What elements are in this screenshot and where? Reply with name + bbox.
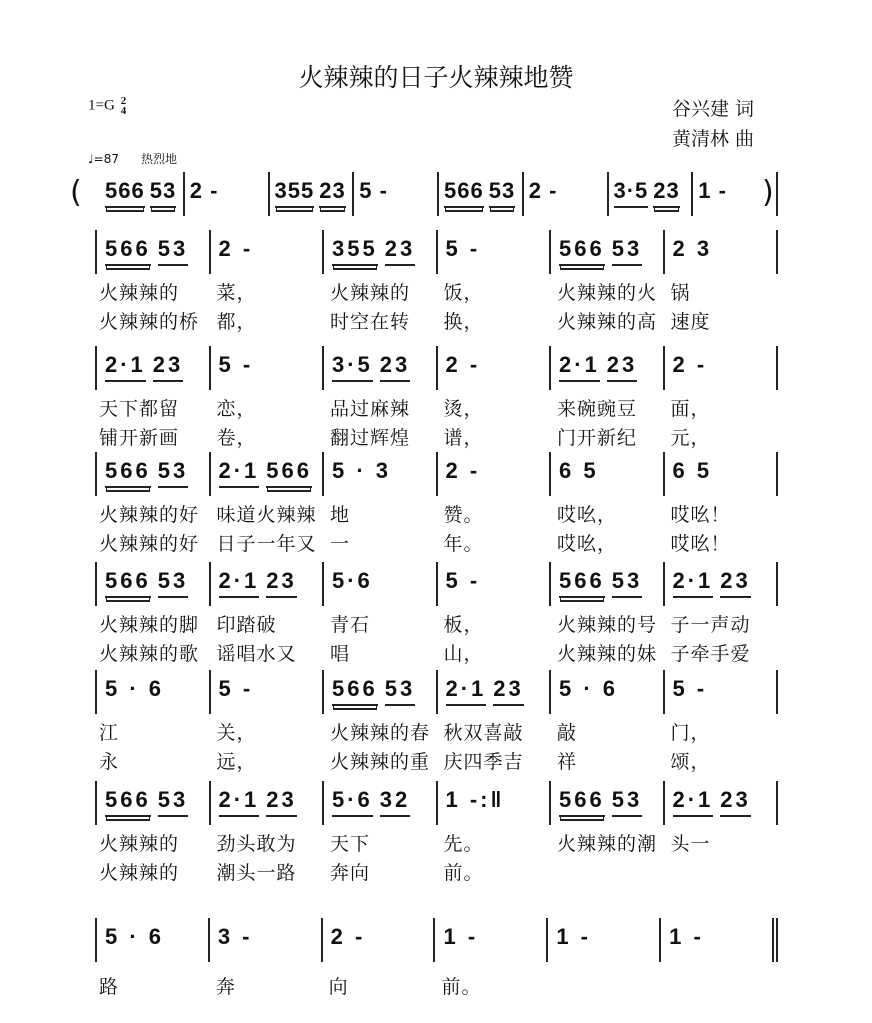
note-group: 1 - bbox=[556, 924, 591, 949]
notes bbox=[332, 236, 415, 266]
notes bbox=[332, 787, 410, 817]
score-line bbox=[95, 918, 778, 998]
lyric-verse-1: 先。 bbox=[443, 833, 484, 855]
note-group: 2·1 bbox=[219, 568, 260, 598]
note-group: 566 bbox=[105, 458, 151, 488]
notes bbox=[332, 568, 373, 596]
notes bbox=[673, 236, 713, 264]
notes bbox=[105, 924, 164, 952]
notes bbox=[556, 924, 591, 952]
note-group: 566 bbox=[266, 458, 312, 488]
score-line bbox=[95, 346, 778, 449]
note-group: 1 -:‖ bbox=[445, 787, 505, 812]
lyric-verse-1: 劲头敢为 bbox=[216, 833, 297, 855]
notes bbox=[332, 458, 391, 486]
lyric-verse-1: 锅 bbox=[670, 282, 691, 304]
lyric-verse-2: 卷， bbox=[216, 427, 257, 449]
measure bbox=[95, 918, 210, 998]
note-group: 5 · 3 bbox=[332, 458, 392, 483]
measure bbox=[95, 670, 211, 773]
lyric-verse-2: 谣唱水又 bbox=[216, 643, 297, 665]
measure bbox=[323, 918, 436, 998]
note-group: 53 bbox=[612, 236, 642, 266]
lyric-verse-2: 铺开新画 bbox=[99, 427, 180, 449]
notes bbox=[446, 568, 481, 596]
measure bbox=[524, 172, 609, 216]
measure bbox=[95, 452, 211, 555]
note-group: 23 bbox=[380, 352, 410, 382]
lyric-verse-1: 火辣辣的 bbox=[99, 282, 180, 304]
note-group: 23 bbox=[319, 178, 345, 208]
time-signature bbox=[121, 96, 127, 116]
note-group: 5 · 6 bbox=[105, 676, 165, 701]
lyric-verse-1: 哎吆！ bbox=[670, 504, 731, 526]
note-group: 5 - bbox=[445, 568, 481, 593]
lyric-verse-2: 火辣辣的妹 bbox=[557, 643, 658, 665]
note-group: 566 bbox=[559, 236, 605, 266]
lyric-verse-1: 地 bbox=[330, 504, 351, 526]
note-group: 2 - bbox=[528, 178, 558, 203]
notes bbox=[105, 568, 188, 598]
lyric-verse-2: 火辣辣的 bbox=[99, 862, 180, 884]
note-group: 566 bbox=[105, 787, 151, 817]
lyric-verse-1: 菜， bbox=[216, 282, 257, 304]
notes bbox=[673, 568, 751, 598]
lyric-verse-2: 潮头一路 bbox=[216, 862, 297, 884]
note-group: 2 - bbox=[189, 178, 219, 203]
measure bbox=[95, 781, 211, 884]
measure bbox=[95, 346, 211, 449]
note-group: 1 - bbox=[443, 924, 479, 949]
notes bbox=[698, 178, 732, 206]
lyric-verse-1: 恋， bbox=[216, 398, 257, 420]
measure bbox=[324, 562, 438, 665]
lyric-verse-1: 火辣辣的脚 bbox=[99, 614, 200, 636]
composer-credit: 黄清林 曲 bbox=[672, 128, 755, 150]
score-line bbox=[95, 781, 778, 884]
measure bbox=[665, 670, 779, 773]
song-title: 火辣辣的日子火辣辣地赞 bbox=[298, 63, 574, 92]
notes bbox=[673, 458, 713, 486]
lyric-verse-1: 天下 bbox=[330, 833, 371, 855]
note-group: 53 bbox=[158, 458, 188, 488]
lyric-verse-1: 火辣辣的春 bbox=[330, 722, 431, 744]
lyric-verse-2: 庆四季吉 bbox=[443, 751, 524, 773]
lyric-verse-1: 天下都留 bbox=[99, 398, 180, 420]
lyric-verse-2: 永 bbox=[99, 751, 120, 773]
note-group: 2·1 bbox=[446, 676, 487, 706]
lyric-verse-2: 子牵手爱 bbox=[670, 643, 751, 665]
lyric-verse-1: 江 bbox=[99, 722, 120, 744]
score-line bbox=[95, 670, 778, 773]
note-group: 53 bbox=[150, 178, 176, 208]
lyric-verse-1: 关， bbox=[216, 722, 257, 744]
lyric-verse-2: 火辣辣的桥 bbox=[99, 311, 200, 333]
lyricist-credit: 谷兴建 词 bbox=[672, 98, 755, 120]
note-group: 566 bbox=[559, 787, 605, 817]
lyric-verse-1: 火辣辣的 bbox=[99, 833, 180, 855]
notes bbox=[559, 458, 599, 486]
measure bbox=[95, 230, 211, 333]
lyric-verse-2: 日子一年又 bbox=[216, 533, 317, 555]
measure bbox=[665, 562, 779, 665]
measure bbox=[693, 172, 778, 216]
note-group: 23 bbox=[607, 352, 637, 382]
lyric-verse-2: 哎吆， bbox=[557, 533, 618, 555]
note-group: 566 bbox=[105, 178, 145, 208]
time-bottom: 4 bbox=[120, 105, 127, 117]
notes bbox=[529, 178, 563, 206]
tempo-marking bbox=[88, 150, 199, 167]
notes bbox=[219, 458, 313, 488]
lyric-verse-2: 颂， bbox=[670, 751, 711, 773]
note-group: 1 - bbox=[669, 924, 704, 949]
measure bbox=[211, 781, 325, 884]
notes bbox=[446, 787, 505, 815]
note-group: 5 · 6 bbox=[105, 924, 165, 949]
notes bbox=[559, 787, 642, 817]
notes bbox=[446, 236, 481, 264]
lyric-verse-2: 元， bbox=[670, 427, 711, 449]
note-group: 5·6 bbox=[332, 787, 373, 817]
note-group: 2 - bbox=[330, 924, 366, 949]
notes bbox=[559, 236, 642, 266]
measure bbox=[661, 918, 778, 962]
lyric-verse-1: 面， bbox=[670, 398, 711, 420]
lyric-verse-2: 奔向 bbox=[330, 862, 371, 884]
lyric-verse-2: 年。 bbox=[443, 533, 484, 555]
measure bbox=[438, 452, 552, 555]
lyric-verse-2: 火辣辣的好 bbox=[99, 533, 200, 555]
measure bbox=[665, 781, 779, 855]
lyric-verse-2: 山， bbox=[443, 643, 484, 665]
measure bbox=[354, 172, 439, 216]
lyric-verse-1: 秋双喜敲 bbox=[443, 722, 524, 744]
measure bbox=[439, 172, 524, 216]
lyric-verse-2: 时空在转 bbox=[330, 311, 411, 333]
lyric-verse-1: 赞。 bbox=[443, 504, 484, 526]
measure bbox=[665, 230, 779, 333]
measure bbox=[438, 781, 552, 884]
measure bbox=[551, 562, 665, 665]
note-group: 5 - bbox=[218, 352, 254, 377]
note-group: 2 - bbox=[218, 236, 254, 261]
note-group: 2 - bbox=[445, 352, 481, 377]
note-group: 6 5 bbox=[559, 458, 599, 483]
measure bbox=[438, 230, 552, 333]
note-group: 2·1 bbox=[673, 568, 714, 598]
note-group: 23 bbox=[720, 568, 750, 598]
notes bbox=[444, 178, 520, 208]
notes bbox=[275, 178, 351, 208]
notes bbox=[332, 676, 415, 706]
notes bbox=[446, 352, 481, 380]
note-group: 2·1 bbox=[219, 787, 260, 817]
notes bbox=[673, 352, 708, 380]
notes bbox=[219, 787, 297, 817]
notes bbox=[443, 924, 478, 952]
lyric-verse-2: 前。 bbox=[443, 862, 484, 884]
expression-mark: 热烈地 bbox=[140, 152, 177, 166]
notes bbox=[669, 924, 704, 952]
note-group: 566 bbox=[559, 568, 605, 598]
notes bbox=[673, 676, 708, 704]
notes bbox=[446, 458, 481, 486]
lyric-verse-1: 向 bbox=[328, 976, 349, 998]
notes bbox=[105, 352, 183, 382]
note-group: 3·5 bbox=[614, 178, 649, 208]
note-group: 23 bbox=[653, 178, 679, 208]
note-group: 5 - bbox=[445, 236, 481, 261]
time-top: 2 bbox=[120, 95, 127, 107]
notes bbox=[559, 352, 637, 382]
lyric-verse-2: 速度 bbox=[670, 311, 711, 333]
lyric-verse-1: 火辣辣的号 bbox=[557, 614, 658, 636]
measure bbox=[211, 670, 325, 773]
lyric-verse-1: 火辣辣的火 bbox=[557, 282, 658, 304]
note-group: 23 bbox=[153, 352, 183, 382]
notes bbox=[219, 676, 254, 704]
intro-paren-open: ( bbox=[70, 175, 82, 210]
measure bbox=[95, 562, 211, 665]
notes bbox=[218, 924, 253, 952]
note-group: 2 3 bbox=[672, 236, 713, 261]
lyric-verse-2: 门开新纪 bbox=[557, 427, 638, 449]
note-group: 2 - bbox=[445, 458, 481, 483]
lyric-verse-1: 品过麻辣 bbox=[330, 398, 411, 420]
measure bbox=[609, 172, 694, 216]
score-line bbox=[95, 452, 778, 555]
lyric-verse-2: 都， bbox=[216, 311, 257, 333]
lyric-verse-1: 奔 bbox=[215, 976, 236, 998]
notes bbox=[332, 352, 410, 382]
note-group: 2 - bbox=[672, 352, 708, 377]
score-line bbox=[95, 230, 778, 333]
notes bbox=[359, 178, 393, 206]
lyric-verse-1: 子一声动 bbox=[670, 614, 751, 636]
note-group: 1 - bbox=[698, 178, 727, 203]
measure bbox=[551, 670, 665, 773]
lyric-verse-2: 祥 bbox=[557, 751, 578, 773]
key-signature bbox=[88, 96, 126, 116]
notes bbox=[614, 178, 685, 208]
measure bbox=[551, 230, 665, 333]
lyric-verse-2: 换， bbox=[443, 311, 484, 333]
intro-paren-close: ) bbox=[762, 175, 774, 210]
measure bbox=[665, 452, 779, 555]
score-line bbox=[100, 172, 778, 216]
note-group: 5 - bbox=[218, 676, 254, 701]
notes bbox=[331, 924, 366, 952]
note-group: 2·1 bbox=[105, 352, 146, 382]
measure bbox=[548, 918, 661, 962]
note-group: 566 bbox=[105, 236, 151, 266]
note-group: 566 bbox=[332, 676, 378, 706]
note-group: 53 bbox=[158, 568, 188, 598]
lyric-verse-1: 火辣辣的潮 bbox=[557, 833, 658, 855]
lyric-verse-1: 哎吆， bbox=[557, 504, 618, 526]
lyric-verse-1: 前。 bbox=[441, 976, 482, 998]
measure bbox=[270, 172, 355, 216]
measure bbox=[211, 452, 325, 555]
note-group: 53 bbox=[158, 236, 188, 266]
lyric-verse-1: 青石 bbox=[330, 614, 371, 636]
note-group: 566 bbox=[105, 568, 151, 598]
measure bbox=[324, 670, 438, 773]
measure bbox=[324, 781, 438, 884]
measure bbox=[324, 230, 438, 333]
measure bbox=[551, 781, 665, 855]
note-group: 5 - bbox=[672, 676, 708, 701]
notes bbox=[105, 787, 188, 817]
note-group: 355 bbox=[332, 236, 378, 266]
lyric-verse-1: 来碗豌豆 bbox=[557, 398, 638, 420]
lyric-verse-1: 敲 bbox=[557, 722, 578, 744]
measure bbox=[210, 918, 323, 998]
lyric-verse-1: 饭， bbox=[443, 282, 484, 304]
key-label: 1=G bbox=[88, 97, 115, 114]
notes bbox=[105, 236, 188, 266]
note-group: 53 bbox=[612, 787, 642, 817]
notes bbox=[105, 676, 164, 704]
lyric-verse-1: 头一 bbox=[670, 833, 711, 855]
note-group: 32 bbox=[380, 787, 410, 817]
note-group: 2·1 bbox=[559, 352, 600, 382]
note-group: 2·1 bbox=[219, 458, 260, 488]
notes bbox=[219, 568, 297, 598]
score-line bbox=[95, 562, 778, 665]
lyric-verse-2: 唱 bbox=[330, 643, 351, 665]
note-group: 53 bbox=[158, 787, 188, 817]
measure bbox=[435, 918, 548, 998]
lyric-verse-1: 门， bbox=[670, 722, 711, 744]
note-group: 23 bbox=[266, 568, 296, 598]
measure bbox=[100, 172, 185, 216]
lyric-verse-2: 一 bbox=[330, 533, 351, 555]
note-group: 355 bbox=[275, 178, 315, 208]
measure bbox=[211, 230, 325, 333]
lyric-verse-2: 火辣辣的高 bbox=[557, 311, 658, 333]
lyric-verse-2: 谱， bbox=[443, 427, 484, 449]
notes bbox=[559, 568, 642, 598]
note-group: 3 - bbox=[217, 924, 253, 949]
lyric-verse-1: 印踏破 bbox=[216, 614, 277, 636]
lyric-verse-2: 火辣辣的重 bbox=[330, 751, 431, 773]
lyric-verse-2: 哎吆！ bbox=[670, 533, 731, 555]
notes bbox=[105, 458, 188, 488]
notes bbox=[105, 178, 181, 208]
lyric-verse-2: 翻过辉煌 bbox=[330, 427, 411, 449]
tempo-value: ♩=87 bbox=[88, 152, 119, 166]
note-group: 2·1 bbox=[673, 787, 714, 817]
note-group: 566 bbox=[444, 178, 484, 208]
note-group: 5 · 6 bbox=[559, 676, 619, 701]
lyric-verse-1: 烫， bbox=[443, 398, 484, 420]
measure bbox=[551, 346, 665, 449]
note-group: 23 bbox=[266, 787, 296, 817]
notes bbox=[219, 352, 254, 380]
measure bbox=[185, 172, 270, 216]
lyric-verse-2: 火辣辣的歌 bbox=[99, 643, 200, 665]
note-group: 23 bbox=[720, 787, 750, 817]
note-group: 23 bbox=[493, 676, 523, 706]
lyric-verse-1: 味道火辣辣 bbox=[216, 504, 317, 526]
measure bbox=[438, 346, 552, 449]
measure bbox=[324, 452, 438, 555]
notes bbox=[559, 676, 618, 704]
notes bbox=[190, 178, 224, 206]
measure bbox=[324, 346, 438, 449]
lyric-verse-1: 火辣辣的 bbox=[330, 282, 411, 304]
notes bbox=[446, 676, 524, 706]
note-group: 5·6 bbox=[332, 568, 373, 593]
lyric-verse-2: 远， bbox=[216, 751, 257, 773]
notes bbox=[673, 787, 751, 817]
lyric-verse-1: 火辣辣的好 bbox=[99, 504, 200, 526]
note-group: 5 - bbox=[359, 178, 388, 203]
lyric-verse-1: 板， bbox=[443, 614, 484, 636]
note-group: 23 bbox=[385, 236, 415, 266]
measure bbox=[551, 452, 665, 555]
measure bbox=[438, 562, 552, 665]
measure bbox=[211, 346, 325, 449]
notes bbox=[219, 236, 254, 264]
note-group: 6 5 bbox=[672, 458, 713, 483]
note-group: 53 bbox=[612, 568, 642, 598]
note-group: 3·5 bbox=[332, 352, 373, 382]
lyric-verse-1: 路 bbox=[99, 976, 120, 998]
measure bbox=[665, 346, 779, 449]
note-group: 53 bbox=[489, 178, 515, 208]
measure bbox=[211, 562, 325, 665]
measure bbox=[438, 670, 552, 773]
note-group: 53 bbox=[385, 676, 415, 706]
